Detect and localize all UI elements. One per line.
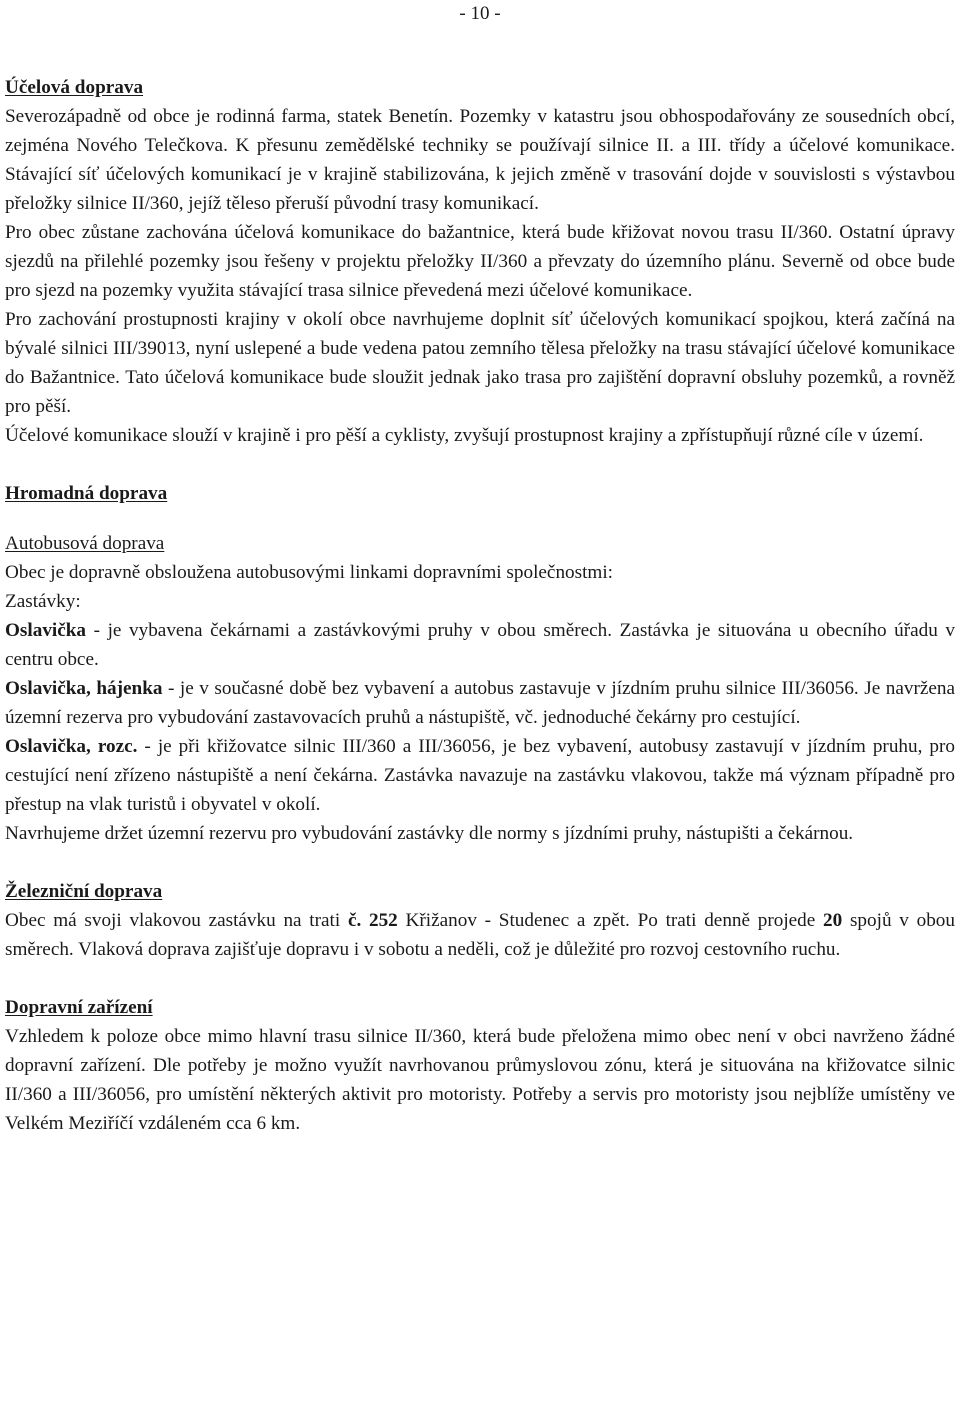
paragraph: Vzhledem k poloze obce mimo hlavní trasu silnice II/360, která bude přeložena mimo obec není v obci navrženo žádné dopravní zařízení. Dle potřeby je možno využít navrhovanou průmyslovou zónu, která je situována na křižovatce silnic II/360 a III/36056, pro umístění některých aktivit pro motoristy. Potřeby a servis pro motoristy jsou nejblíže umístěny ve Velkém Meziříčí vzdáleném cca 6 km. bbox=[5, 1026, 955, 1134]
track-number: č. 252 bbox=[347, 910, 398, 931]
heading-hromadna-doprava: Hromadná doprava bbox=[5, 483, 168, 504]
page-number: - 10 - bbox=[459, 3, 501, 24]
paragraph: Pro zachování prostupnosti krajiny v okolí obce navrhujeme doplnit síť účelových komunikací spojkou, která začíná na bývalé silnici III/39013, nyní uslepené a bude vedena patou zemního tělesa přeložky na trasu stávající účelové komunikace do Bažantnice. Tato účelová komunikace bude sloužit jednak jako trasa pro zajištění dopravní obsluhy pozemků, a rovněž pro pěší. bbox=[5, 309, 955, 417]
heading-autobusova-doprava: Autobusová doprava bbox=[5, 533, 165, 554]
section-autobusova-doprava bbox=[5, 529, 955, 848]
section-ucelova-doprava bbox=[5, 73, 955, 450]
section-dopravni-zarizeni bbox=[5, 993, 955, 1138]
spacer bbox=[5, 450, 955, 479]
heading-zeleznicni-doprava: Železniční doprava bbox=[5, 881, 163, 902]
paragraph: Navrhujeme držet územní rezervu pro vybudování zastávky dle normy s jízdními pruhy, nástupišti a čekárnou. bbox=[5, 823, 854, 844]
text-run: Obec má svoji vlakovou zastávku na trati bbox=[5, 910, 348, 931]
page-content bbox=[5, 73, 955, 1138]
paragraph: Severozápadně od obce je rodinná farma, statek Benetín. Pozemky v katastru jsou obhospodařovány ze sousedních obcí, zejména Nového Telečkova. K přesunu zemědělské techniky se používají silnice II. a III. třídy a účelové komunikace. Stávající síť účelových komunikací je v krajině stabilizována, k jejich změně v trasování dojde v souvislosti s výstavbou přeložky silnice II/360, jejíž těleso přeruší původní trasy komunikací. bbox=[5, 106, 955, 214]
bus-stop-name: Oslavička, rozc. bbox=[5, 736, 138, 757]
section-zeleznicni-doprava bbox=[5, 877, 955, 964]
text-run: spojů v obou směrech. Vlaková doprava zajišťuje dopravu i v sobotu a neděli, což je důležité pro rozvoj cestovního ruchu. bbox=[5, 910, 955, 960]
bus-stop-description: - je při křižovatce silnic III/360 a III/36056, je bez vybavení, autobusy zastavují v jízdním pruhu, pro cestující není zřízeno nástupiště a není čekárna. Zastávka navazuje na zastávku vlakovou, takže má význam případně pro přestup na vlak turistů i obyvatel v okolí. bbox=[5, 736, 955, 815]
heading-dopravni-zarizeni: Dopravní zařízení bbox=[5, 997, 153, 1018]
spacer bbox=[5, 508, 955, 529]
bus-stop-name: Oslavička, hájenka bbox=[5, 678, 163, 699]
spacer bbox=[5, 964, 955, 993]
paragraph: Pro obec zůstane zachována účelová komunikace do bažantnice, která bude křižovat novou trasu II/360. Ostatní úpravy sjezdů na přilehlé pozemky jsou řešeny v projektu přeložky II/360 a převzaty do územního plánu. Severně od obce bude pro sjezd na pozemky využita stávající trasa silnice převedená mezi účelové komunikace. bbox=[5, 222, 955, 301]
bus-stop-item bbox=[5, 674, 955, 732]
bus-stop-description: - je v současné době bez vybavení a autobus zastavuje v jízdním pruhu silnice III/36056. Je navržena územní rezerva pro vybudování zastavovacích pruhů a nástupiště, vč. jednoduché čekárny pro cestující. bbox=[5, 678, 955, 728]
heading-ucelova-doprava: Účelová doprava bbox=[5, 77, 144, 98]
connection-count: 20 bbox=[823, 910, 843, 931]
bus-stop-item bbox=[5, 732, 955, 819]
paragraph: Obec je dopravně obsloužena autobusovými linkami dopravními společnostmi: bbox=[5, 562, 614, 583]
text-run: Křižanov - Studenec a zpět. Po trati denně projede bbox=[397, 910, 824, 931]
bus-stop-item bbox=[5, 616, 955, 674]
bus-stop-description: - je vybavena čekárnami a zastávkovými pruhy v obou směrech. Zastávka je situována u obecního úřadu v centru obce. bbox=[5, 620, 955, 670]
paragraph bbox=[5, 906, 955, 964]
bus-stop-name: Oslavička bbox=[5, 620, 87, 641]
paragraph: Účelové komunikace slouží v krajině i pro pěší a cyklisty, zvyšují prostupnost krajiny a zpřístupňují různé cíle v území. bbox=[5, 425, 924, 446]
stops-label: Zastávky: bbox=[5, 591, 81, 612]
spacer bbox=[5, 848, 955, 877]
